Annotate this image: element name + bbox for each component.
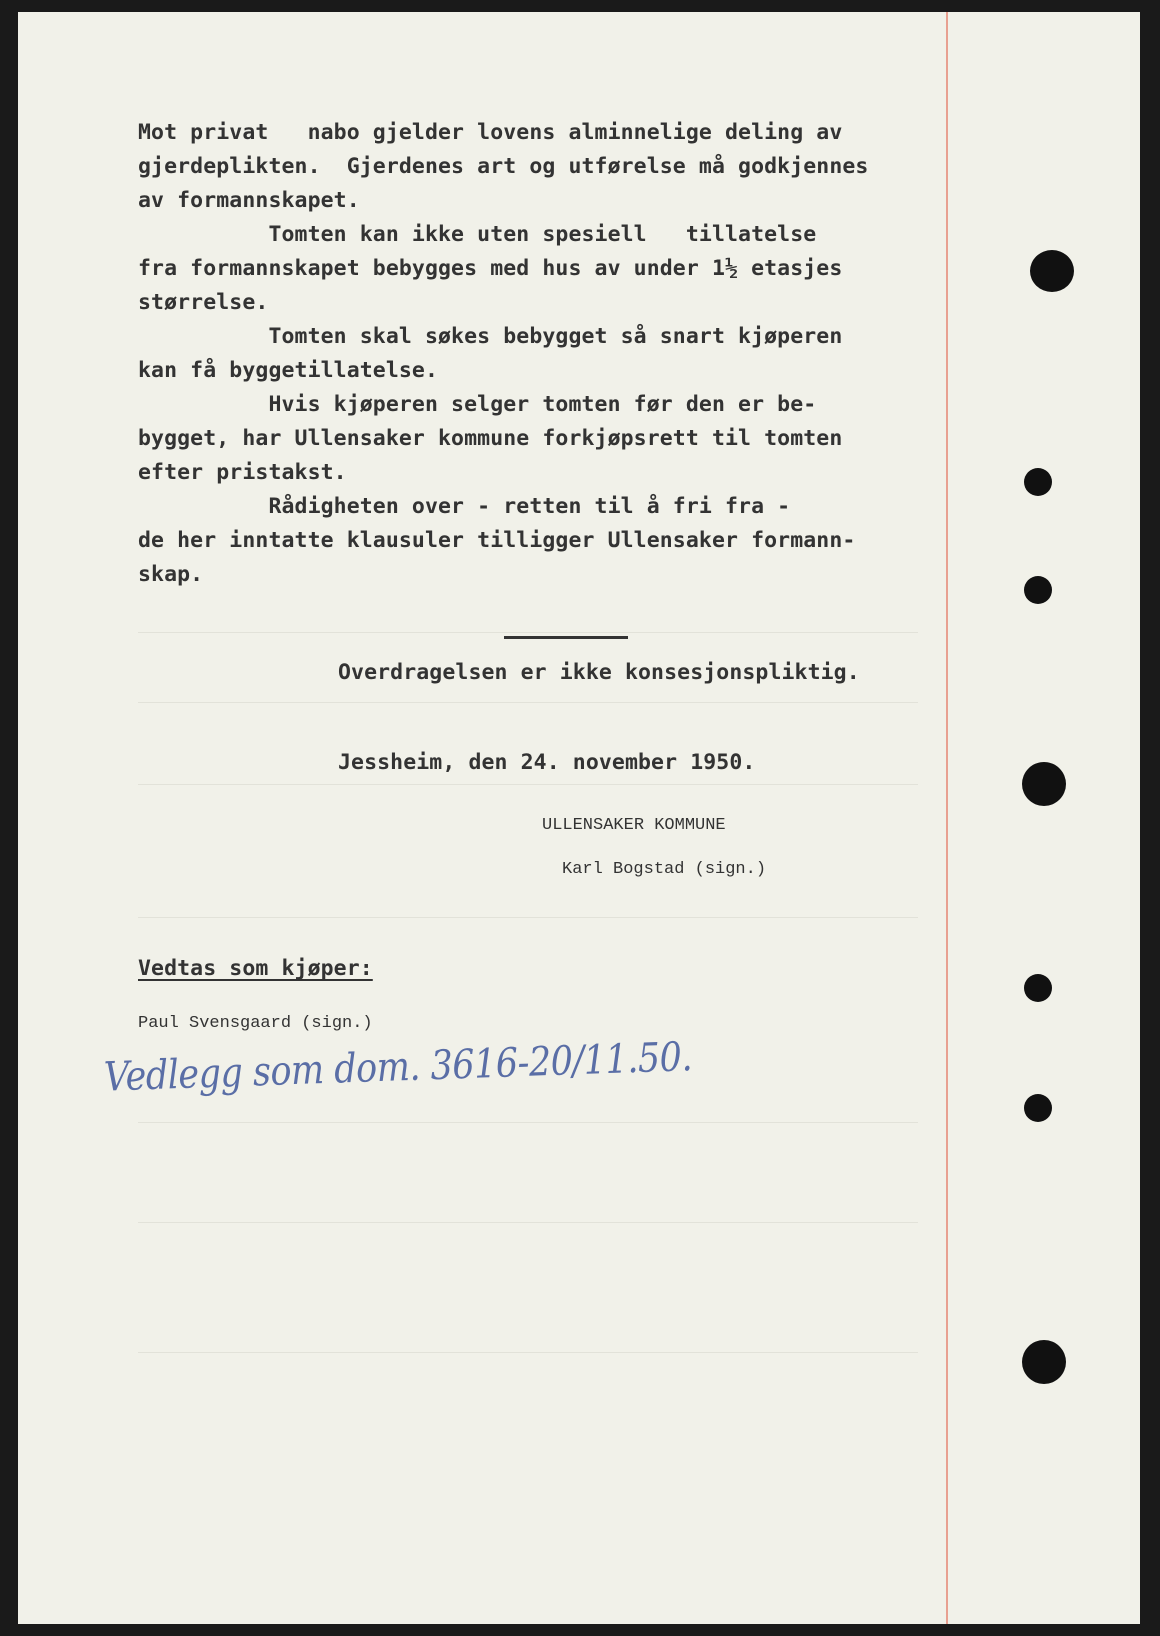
margin-line — [946, 12, 948, 1624]
text-line: fra formannskapet bebygges med hus av under 1½ etasjes — [138, 256, 843, 281]
text-line: de her inntatte klausuler tilligger Ullensaker formann- — [138, 528, 856, 553]
text-line: Hvis kjøperen selger tomten før den er be- — [138, 392, 817, 417]
text-line: Tomten skal søkes bebygget så snart kjøperen — [138, 324, 843, 349]
text-line: Rådigheten over - retten til å fri fra - — [138, 494, 791, 519]
text-line: kan få byggetillatelse. — [138, 358, 439, 383]
bleed-through-line — [138, 1222, 918, 1223]
handwritten-note: Vedlegg som dom. 3616-20/11.50. — [103, 1034, 693, 1101]
punch-hole — [1024, 576, 1052, 604]
document-page — [18, 12, 1140, 1624]
bleed-through-line — [138, 1122, 918, 1123]
signatory-name: Karl Bogstad (sign.) — [562, 860, 767, 879]
konsesjon-statement: Overdragelsen er ikke konsesjonspliktig. — [338, 660, 860, 685]
bleed-through-line — [138, 917, 918, 918]
bleed-through-line — [138, 784, 918, 785]
text-line: Tomten kan ikke uten spesiell tillatelse — [138, 222, 817, 247]
punch-hole — [1030, 250, 1074, 292]
punch-hole — [1024, 1094, 1052, 1122]
punch-hole — [1022, 1340, 1066, 1384]
bleed-through-line — [138, 1352, 918, 1353]
buyer-heading: Vedtas som kjøper: — [138, 956, 373, 981]
place-date: Jessheim, den 24. november 1950. — [338, 750, 756, 775]
text-line: gjerdeplikten. Gjerdenes art og utførelse må godkjennes — [138, 154, 869, 179]
punch-hole — [1024, 468, 1052, 496]
separator-rule — [504, 636, 628, 639]
signatory-organization: ULLENSAKER KOMMUNE — [542, 816, 726, 835]
text-line: bygget, har Ullensaker kommune forkjøpsrett til tomten — [138, 426, 843, 451]
text-line: størrelse. — [138, 290, 269, 315]
punch-hole — [1024, 974, 1052, 1002]
text-line: skap. — [138, 562, 204, 587]
punch-hole — [1022, 762, 1066, 806]
text-line: Mot privat nabo gjelder lovens alminnelige deling av — [138, 120, 843, 145]
bleed-through-line — [138, 702, 918, 703]
text-line: efter pristakst. — [138, 460, 347, 485]
bleed-through-line — [138, 632, 918, 633]
buyer-signature: Paul Svensgaard (sign.) — [138, 1014, 373, 1033]
text-line: av formannskapet. — [138, 188, 360, 213]
